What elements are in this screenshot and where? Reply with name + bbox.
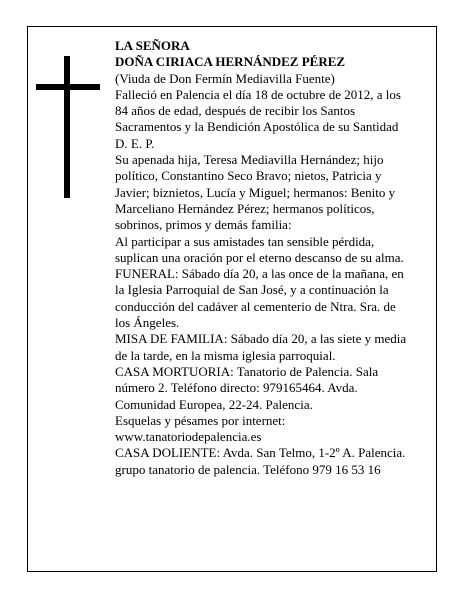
obituary-text <box>115 38 413 478</box>
funeral-paragraph: FUNERAL: Sábado día 20, a las once de la mañana, en la Iglesia Parroquial de San José, y a continuación la conducción del cadáver al cementerio de Ntra. Sra. de los Ángeles. <box>115 266 404 331</box>
widow-of: (Viuda de Don Fermín Mediavilla Fuente) <box>115 70 335 86</box>
family-paragraph: Su apenada hija, Teresa Mediavilla Hernández; hijo político, Constantino Seco Bravo; nietos, Patricia y Javier; biznietos, Lucía y Miguel; hermanos: Benito y Marceliano Hernández Pérez; hermanos políticos, sobrinos, primos y demás familia: <box>115 152 396 233</box>
heading-title: LA SEÑORA <box>115 38 190 53</box>
death-paragraph: Falleció en Palencia el día 18 de octubre de 2012, a los 84 años de edad, después de recibir los Santos Sacramentos y la Bendición Apostólica de su Santidad D. E. P. <box>115 86 401 151</box>
internet-label: Esquelas y pésames por internet: <box>115 412 286 428</box>
mourning-house-paragraph: CASA DOLIENTE: Avda. San Telmo, 1-2º A. Palencia. <box>115 445 406 461</box>
request-paragraph: Al participar a sus amistades tan sensible pérdida, suplican una oración por el eterno descanso de su alma. <box>115 233 404 265</box>
mortuary-paragraph: CASA MORTUORIA: Tanatorio de Palencia. Sala número 2. Teléfono directo: 979165464. Avda. Comunidad Europea, 22-24. Palencia. <box>115 363 379 412</box>
deceased-name: DOÑA CIRIACA HERNÁNDEZ PÉREZ <box>115 54 346 70</box>
website-link[interactable]: www.tanatoriodepalencia.es <box>115 429 262 445</box>
family-mass-paragraph: MISA DE FAMILIA: Sábado día 20, a las siete y media de la tarde, en la misma iglesia parroquial. <box>115 331 407 363</box>
group-paragraph: grupo tanatorio de palencia. Teléfono 979 16 53 16 <box>115 461 381 477</box>
latin-cross-icon <box>36 56 100 198</box>
